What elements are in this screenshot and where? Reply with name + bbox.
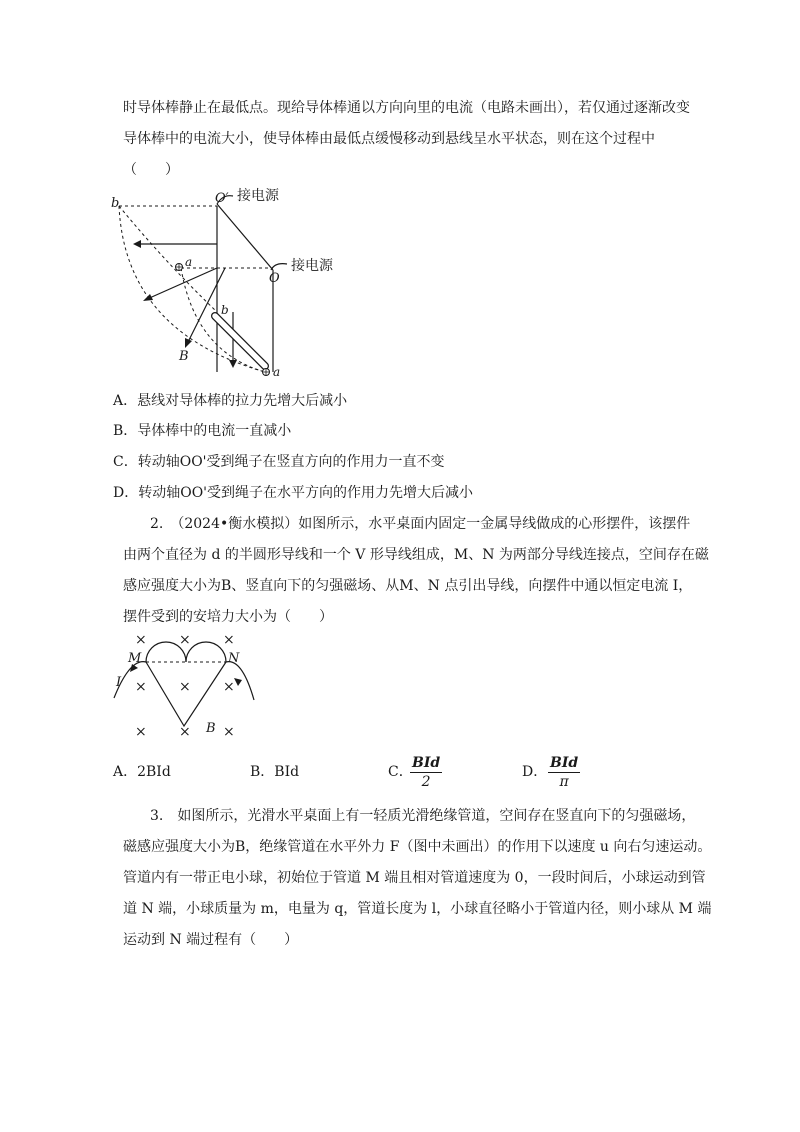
q2-label-n: N xyxy=(228,651,240,666)
q2-option-c-numerator: BId xyxy=(412,755,441,771)
q1-label-power2: 接电源 xyxy=(291,258,333,274)
q1-label-b-mid: b xyxy=(221,303,229,317)
q1-option-c: C．转动轴OO'受到绳子在竖直方向的作用力一直不变 xyxy=(113,454,445,470)
q2-option-a: A．2BId xyxy=(113,764,171,780)
q2-field-cross: × xyxy=(223,724,235,740)
q1-stem-line2: 导体棒中的电流大小，使导体棒由最低点缓慢移动到悬线呈水平状态，则在这个过程中 xyxy=(123,131,655,147)
q2-option-d-prefix: D． xyxy=(522,764,548,780)
q2-field-cross: × xyxy=(179,724,191,740)
q3-stem-line2: 磁感应强度大小为B，绝缘管道在水平外力 F（图中未画出）的作用下以速度 u 向右匀速运动。 xyxy=(123,839,712,855)
q2-option-c-denominator: 2 xyxy=(421,774,431,790)
q2-current-arrow-out xyxy=(234,678,242,686)
q1-label-power1: 接电源 xyxy=(237,188,279,204)
q1-label-b-field: B xyxy=(179,349,189,364)
q1-label-b-top: b xyxy=(111,196,120,211)
q1-force-arrowhead xyxy=(133,240,141,248)
q1-arc-diag xyxy=(119,206,217,312)
q2-stem-line2: 由两个直径为 d 的半圆形导线和一个 V 形导线组成，M、N 为两部分导线连接点，空间存在磁 xyxy=(123,547,709,563)
q2-field-cross: × xyxy=(135,679,147,695)
q2-stem-line4: 摆件受到的安培力大小为（ ） xyxy=(123,609,333,625)
q1-stem-line1: 时导体棒静止在最低点。现给导体棒通以方向向里的电流（电路未画出），若仅通过逐渐改变 xyxy=(123,100,690,116)
q1-label-a-mid: a xyxy=(185,255,193,269)
q3-stem-line4: 道 N 端，小球质量为 m，电量为 q，管道长度为 l，小球直径略小于管道内径，则小球从 M 端 xyxy=(123,901,712,917)
q1-option-a: A．悬线对导体棒的拉力先增大后减小 xyxy=(113,393,348,409)
q2-label-m: M xyxy=(128,651,142,666)
q2-semicircle-right xyxy=(186,642,226,662)
q1-answer-bracket: （ ） xyxy=(123,162,179,178)
q2-label-i: I xyxy=(116,675,122,690)
q2-option-d-denominator: π xyxy=(559,774,569,790)
q3-stem-line1: 3. 如图所示，光滑水平桌面上有一轻质光滑绝缘管道，空间存在竖直向下的匀强磁场， xyxy=(150,808,696,824)
q1-figure xyxy=(105,182,335,382)
q2-field-cross: × xyxy=(223,679,235,695)
q1-label-a-bottom: a xyxy=(273,365,281,379)
q1-label-o: O xyxy=(269,271,280,286)
q2-label-b: B xyxy=(206,721,216,736)
q2-option-c-prefix: C． xyxy=(388,764,413,780)
q2-option-d-numerator: BId xyxy=(550,755,579,771)
q1-option-d: D．转动轴OO'受到绳子在水平方向的作用力先增大后减小 xyxy=(113,485,474,501)
q1-shaft-oo xyxy=(217,204,273,270)
q3-stem-line5: 运动到 N 端过程有（ ） xyxy=(123,932,299,948)
q2-option-c-fraction xyxy=(410,754,442,791)
q2-stem-line3: 感应强度大小为B、竖直向下的匀强磁场、从M、N 点引出导线，向摆件中通以恒定电流 I， xyxy=(123,578,693,594)
q2-stem-line1: 2. （2024•衡水模拟）如图所示，水平桌面内固定一金属导线做成的心形摆件，该摆件 xyxy=(150,516,691,532)
q2-field-cross: × xyxy=(135,632,147,648)
q2-figure xyxy=(108,628,268,746)
q2-field-cross: × xyxy=(223,632,235,648)
q1-tension-arrow xyxy=(145,268,217,300)
q1-option-b: B．导体棒中的电流一直减小 xyxy=(113,423,292,439)
q1-label-o-prime: O′ xyxy=(215,191,229,206)
q2-option-d-fraction xyxy=(548,754,580,791)
q2-option-b: B．BId xyxy=(250,764,300,780)
q1-b-field-arrowhead xyxy=(185,338,192,348)
q1-gravity-arrowhead xyxy=(229,360,237,368)
q3-stem-line3: 管道内有一带正电小球，初始位于管道 M 端且相对管道速度为 0，一段时间后，小球运动到管 xyxy=(123,870,706,886)
q2-field-cross: × xyxy=(135,724,147,740)
q1-tension-arrowhead xyxy=(143,294,153,301)
q2-field-cross: × xyxy=(179,679,191,695)
q1-hook-bottom xyxy=(271,264,287,270)
q2-field-cross: × xyxy=(179,632,191,648)
